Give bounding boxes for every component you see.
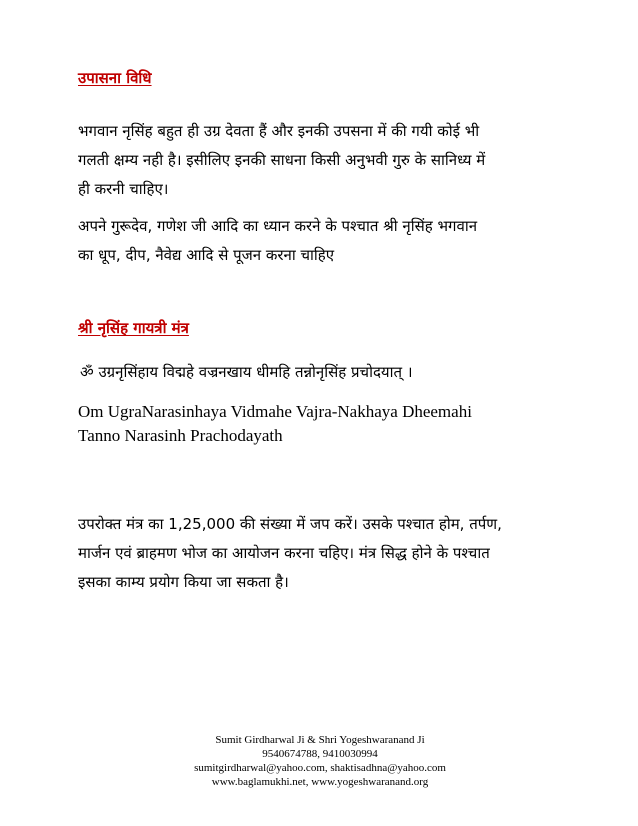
upasana-paragraph-2 xyxy=(78,212,558,270)
upasana-paragraph-1 xyxy=(78,117,558,204)
text-line: ही करनी चाहिए। xyxy=(78,180,169,198)
upasana-vidhi-heading: उपासना विधि xyxy=(78,69,152,87)
footer-phones: 9540674788, 9410030994 xyxy=(262,748,378,760)
mantra-transliteration xyxy=(78,400,472,448)
footer-websites: www.baglamukhi.net, www.yogeshwaranand.org xyxy=(211,776,429,788)
footer-authors: Sumit Girdharwal Ji & Shri Yogeshwaranand Ji xyxy=(215,734,425,746)
text-line: भगवान नृसिंह बहुत ही उग्र देवता हैं और इनकी उपसना में की गयी कोई भी xyxy=(78,122,480,140)
text-line: इसका काम्य प्रयोग किया जा सकता है। xyxy=(78,573,289,591)
transliteration-line: Tanno Narasinh Prachodayath xyxy=(78,426,283,445)
text-line: अपने गुरूदेव, गणेश जी आदि का ध्यान करने के पश्चात श्री नृसिंह भगवान xyxy=(78,217,478,235)
instruction-paragraph xyxy=(78,510,558,597)
transliteration-line: Om UgraNarasinhaya Vidmahe Vajra-Nakhaya Dheemahi xyxy=(78,402,472,421)
page-footer xyxy=(150,733,490,789)
text-line: उपरोक्त मंत्र का 1,25,000 की संख्या में जप करें। उसके पश्चात होम, तर्पण, xyxy=(78,515,502,533)
text-line: का धूप, दीप, नैवेद्य आदि से पूजन करना चाहिए xyxy=(78,246,335,264)
mantra-devanagari: ॐ उग्रनृसिंहाय विद्महे वज्रनखाय धीमहि तन्नोनृसिंह प्रचोदयात् । xyxy=(80,363,413,381)
text-line: गलती क्षम्य नही है। इसीलिए इनकी साधना किसी अनुभवी गुरु के सानिध्य में xyxy=(78,151,486,169)
gayatri-mantra-heading: श्री नृसिंह गायत्री मंत्र xyxy=(78,319,189,337)
text-line: मार्जन एवं ब्राहमण भोज का आयोजन करना चहिए। मंत्र सिद्ध होने के पश्चात xyxy=(78,544,490,562)
footer-emails: sumitgirdharwal@yahoo.com, shaktisadhna@yahoo.com xyxy=(194,762,446,774)
